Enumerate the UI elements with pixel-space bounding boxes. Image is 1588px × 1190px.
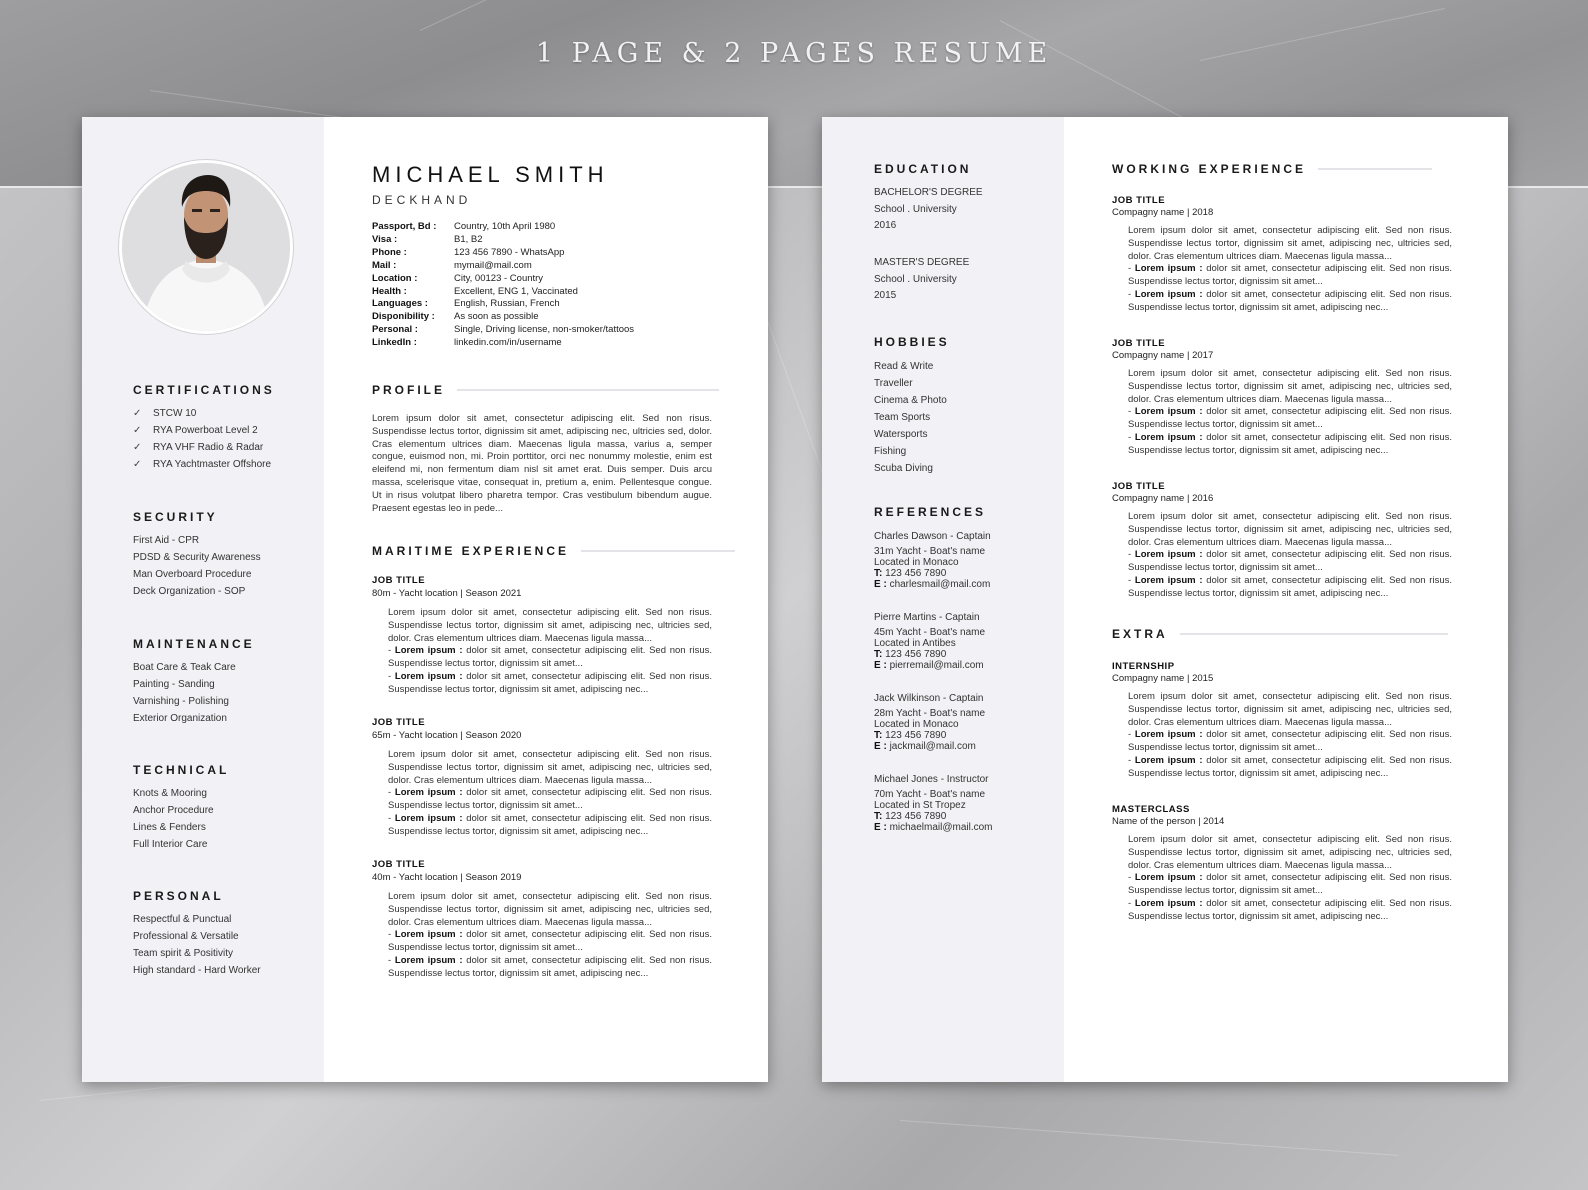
job-title: INTERNSHIP <box>1112 661 1175 672</box>
security-heading: SECURITY <box>133 510 218 524</box>
list-item: ✓ RYA Yachtmaster Offshore <box>133 456 271 473</box>
job-subtitle: Compagny name | 2017 <box>1112 350 1214 361</box>
profile-photo <box>119 160 293 334</box>
reference-entry: Michael Jones - Instructor 70m Yacht - Boat's name Located in St Tropez T: 123 456 7890 E : michaelmail@mail.com <box>874 774 993 833</box>
job-description: Lorem ipsum dolor sit amet, consectetur adipiscing elit. Sed non risus. Suspendisse lectus tortor, dignissim sit amet, adipiscing nec, ultricies sed, dolor. Cras elementum ultrices diam. Maecenas ligula massa... - Lorem ipsum : dolor sit amet, consectetur adipiscing elit. Sed non risus. Suspendisse lectus tortor, dignissim sit amet... - Lorem ipsum : dolor sit amet, consectetur adipiscing elit. Sed non risus. Suspendisse lectus tortor, dignissim sit amet, adipiscing nec... <box>388 891 712 979</box>
job-subtitle: Name of the person | 2014 <box>1112 816 1225 827</box>
check-icon: ✓ <box>133 425 142 436</box>
divider <box>457 389 719 391</box>
candidate-role: DECKHAND <box>372 193 472 207</box>
job-description: Lorem ipsum dolor sit amet, consectetur adipiscing elit. Sed non risus. Suspendisse lectus tortor, dignissim sit amet, adipiscing nec, ultricies sed, dolor. Cras elementum ultrices diam. Maecenas ligula massa... - Lorem ipsum : dolor sit amet, consectetur adipiscing elit. Sed non risus. Suspendisse lectus tortor, dignissim sit amet... - Lorem ipsum : dolor sit amet, consectetur adipiscing elit. Sed non risus. Suspendisse lectus tortor, dignissim sit amet, adipiscing nec... <box>1128 691 1452 779</box>
job-subtitle: 65m - Yacht location | Season 2020 <box>372 730 522 741</box>
list-item: First Aid - CPR <box>133 535 200 546</box>
job-description: Lorem ipsum dolor sit amet, consectetur adipiscing elit. Sed non risus. Suspendisse lectus tortor, dignissim sit amet, adipiscing nec, ultricies sed, dolor. Cras elementum ultrices diam. Maecenas ligula massa... - Lorem ipsum : dolor sit amet, consectetur adipiscing elit. Sed non risus. Suspendisse lectus tortor, dignissim sit amet... - Lorem ipsum : dolor sit amet, consectetur adipiscing elit. Sed non risus. Suspendisse lectus tortor, dignissim sit amet, adipiscing nec... <box>1128 511 1452 599</box>
info-row: Mail : mymail@mail.com <box>372 259 532 271</box>
info-row: Personal : Single, Driving license, non-smoker/tattoos <box>372 324 635 336</box>
job-description: Lorem ipsum dolor sit amet, consectetur adipiscing elit. Sed non risus. Suspendisse lectus tortor, dignissim sit amet, adipiscing nec, ultricies sed, dolor. Cras elementum ultrices diam. Maecenas ligula massa... - Lorem ipsum : dolor sit amet, consectetur adipiscing elit. Sed non risus. Suspendisse lectus tortor, dignissim sit amet... - Lorem ipsum : dolor sit amet, consectetur adipiscing elit. Sed non risus. Suspendisse lectus tortor, dignissim sit amet, adipiscing nec... <box>1128 834 1452 922</box>
check-icon: ✓ <box>133 408 142 419</box>
info-row: Health : Excellent, ENG 1, Vaccinated <box>372 285 578 297</box>
list-item: Man Overboard Procedure <box>133 569 252 580</box>
list-item: ✓ RYA Powerboat Level 2 <box>133 422 271 439</box>
job-description: Lorem ipsum dolor sit amet, consectetur adipiscing elit. Sed non risus. Suspendisse lectus tortor, dignissim sit amet, adipiscing nec, ultricies sed, dolor. Cras elementum ultrices diam. Maecenas ligula massa... - Lorem ipsum : dolor sit amet, consectetur adipiscing elit. Sed non risus. Suspendisse lectus tortor, dignissim sit amet... - Lorem ipsum : dolor sit amet, consectetur adipiscing elit. Sed non risus. Suspendisse lectus tortor, dignissim sit amet, adipiscing nec... <box>388 607 712 695</box>
job-subtitle: 40m - Yacht location | Season 2019 <box>372 872 522 883</box>
job-title: JOB TITLE <box>372 575 426 586</box>
extra-heading: EXTRA <box>1112 627 1448 641</box>
job-title: JOB TITLE <box>1112 338 1166 349</box>
divider <box>1318 168 1432 170</box>
list-item: ✓ RYA VHF Radio & Radar <box>133 439 271 456</box>
info-row: Visa : B1, B2 <box>372 233 483 245</box>
job-description: Lorem ipsum dolor sit amet, consectetur adipiscing elit. Sed non risus. Suspendisse lectus tortor, dignissim sit amet, adipiscing nec, ultricies sed, dolor. Cras elementum ultrices diam. Maecenas ligula massa... - Lorem ipsum : dolor sit amet, consectetur adipiscing elit. Sed non risus. Suspendisse lectus tortor, dignissim sit amet... - Lorem ipsum : dolor sit amet, consectetur adipiscing elit. Sed non risus. Suspendisse lectus tortor, dignissim sit amet, adipiscing nec... <box>1128 225 1452 313</box>
page2-sidebar <box>822 117 1064 1082</box>
list-item: Professional & Versatile <box>133 931 239 942</box>
job-description: Lorem ipsum dolor sit amet, consectetur adipiscing elit. Sed non risus. Suspendisse lectus tortor, dignissim sit amet, adipiscing nec, ultricies sed, dolor. Cras elementum ultrices diam. Maecenas ligula massa... - Lorem ipsum : dolor sit amet, consectetur adipiscing elit. Sed non risus. Suspendisse lectus tortor, dignissim sit amet... - Lorem ipsum : dolor sit amet, consectetur adipiscing elit. Sed non risus. Suspendisse lectus tortor, dignissim sit amet, adipiscing nec... <box>388 749 712 837</box>
profile-text: Lorem ipsum dolor sit amet, consectetur adipiscing elit. Sed non risus. Suspendisse lectus tortor, dignissim sit amet, adipiscing nec, ultricies sed, dolor. Cras elementum ultrices diam. Maecenas ligula massa, varius a, semper congue, euismod non, mi. Proin porttitor, orci nec nonummy molestie, enim est eleifend mi, non fermentum diam nisl sit amet erat. Duis semper. Duis arcu massa, scelerisque vitae, consequat in, pretium a, enim. Pellentesque congue. Ut in risus volutpat libero pharetra tempor. Cras vestibulum bibendum augue. Praesent egestas leo in pede... <box>372 413 712 514</box>
school: School . University <box>874 273 957 285</box>
list-item: Boat Care & Teak Care <box>133 662 236 673</box>
check-icon: ✓ <box>133 459 142 470</box>
list-item: Watersports <box>874 429 928 440</box>
divider <box>581 550 735 552</box>
page1-sidebar <box>82 117 324 1082</box>
reference-entry: Pierre Martins - Captain 45m Yacht - Boat's name Located in Antibes T: 123 456 7890 E : pierremail@mail.com <box>874 612 986 671</box>
headline: 1 PAGE & 2 PAGES RESUME <box>535 38 1053 69</box>
list-item: Traveller <box>874 378 913 389</box>
info-row: LinkedIn : linkedin.com/in/username <box>372 337 562 349</box>
job-title: JOB TITLE <box>1112 481 1166 492</box>
job-subtitle: Compagny name | 2016 <box>1112 493 1214 504</box>
list-item: Team spirit & Positivity <box>133 948 234 959</box>
job-subtitle: Compagny name | 2015 <box>1112 673 1214 684</box>
certifications-list <box>133 405 271 473</box>
education-entry <box>874 185 983 235</box>
resume-page-2 <box>822 117 1508 1082</box>
reference-entry: Charles Dawson - Captain 31m Yacht - Boat's name Located in Monaco T: 123 456 7890 E : charlesmail@mail.com <box>874 531 991 590</box>
maritime-experience-heading: MARITIME EXPERIENCE <box>372 544 735 558</box>
technical-heading: TECHNICAL <box>133 763 230 777</box>
marble-vein <box>900 1120 1399 1156</box>
list-item: ✓ STCW 10 <box>133 405 271 422</box>
list-item: Respectful & Punctual <box>133 914 232 925</box>
year: 2015 <box>874 290 897 301</box>
job-subtitle: 80m - Yacht location | Season 2021 <box>372 588 522 599</box>
list-item: Read & Write <box>874 361 934 372</box>
security-list <box>133 532 261 600</box>
check-icon: ✓ <box>133 442 142 453</box>
hobbies-heading: HOBBIES <box>874 335 950 349</box>
list-item: Knots & Mooring <box>133 788 207 799</box>
info-row: Disponibility : As soon as possible <box>372 311 539 323</box>
info-row: Phone : 123 456 7890 - WhatsApp <box>372 246 565 258</box>
job-title: JOB TITLE <box>372 859 426 870</box>
degree: MASTER'S DEGREE <box>874 257 970 268</box>
school: School . University <box>874 203 957 215</box>
maintenance-list <box>133 659 236 727</box>
technical-list <box>133 785 214 853</box>
year: 2016 <box>874 220 897 231</box>
list-item: PDSD & Security Awareness <box>133 552 261 563</box>
education-entry <box>874 255 969 305</box>
reference-entry: Jack Wilkinson - Captain 28m Yacht - Boat's name Located in Monaco T: 123 456 7890 E : jackmail@mail.com <box>874 693 986 752</box>
list-item: Full Interior Care <box>133 839 208 850</box>
hobbies-list <box>874 358 947 477</box>
list-item: Scuba Diving <box>874 463 933 474</box>
job-description: Lorem ipsum dolor sit amet, consectetur adipiscing elit. Sed non risus. Suspendisse lectus tortor, dignissim sit amet, adipiscing nec, ultricies sed, dolor. Cras elementum ultrices diam. Maecenas ligula massa... - Lorem ipsum : dolor sit amet, consectetur adipiscing elit. Sed non risus. Suspendisse lectus tortor, dignissim sit amet... - Lorem ipsum : dolor sit amet, consectetur adipiscing elit. Sed non risus. Suspendisse lectus tortor, dignissim sit amet, adipiscing nec... <box>1128 368 1452 456</box>
contact-info <box>372 221 634 350</box>
list-item: Painting - Sanding <box>133 679 215 690</box>
job-title: MASTERCLASS <box>1112 804 1190 815</box>
list-item: Exterior Organization <box>133 713 227 724</box>
list-item: Team Sports <box>874 412 931 423</box>
list-item: Lines & Fenders <box>133 822 206 833</box>
list-item: High standard - Hard Worker <box>133 965 261 976</box>
list-item: Deck Organization - SOP <box>133 586 246 597</box>
info-row: Passport, Bd : Country, 10th April 1980 <box>372 221 556 232</box>
personal-list <box>133 911 261 979</box>
job-subtitle: Compagny name | 2018 <box>1112 207 1214 218</box>
list-item: Cinema & Photo <box>874 395 947 406</box>
candidate-name: MICHAEL SMITH <box>372 162 609 187</box>
education-heading: EDUCATION <box>874 162 972 176</box>
list-item: Fishing <box>874 446 907 457</box>
divider <box>1180 633 1448 635</box>
working-experience-heading: WORKING EXPERIENCE <box>1112 162 1432 176</box>
maintenance-heading: MAINTENANCE <box>133 637 255 651</box>
list-item: Anchor Procedure <box>133 805 214 816</box>
profile-heading: PROFILE <box>372 383 719 397</box>
info-row: Location : City, 00123 - Country <box>372 272 544 284</box>
info-row: Languages : English, Russian, French <box>372 298 560 310</box>
job-title: JOB TITLE <box>1112 195 1166 206</box>
person-photo-icon <box>122 163 290 331</box>
job-title: JOB TITLE <box>372 717 426 728</box>
degree: BACHELOR'S DEGREE <box>874 187 983 198</box>
list-item: Varnishing - Polishing <box>133 696 229 707</box>
personal-heading: PERSONAL <box>133 889 224 903</box>
resume-page-1 <box>82 117 768 1082</box>
certifications-heading: CERTIFICATIONS <box>133 383 275 397</box>
references-heading: REFERENCES <box>874 505 987 519</box>
